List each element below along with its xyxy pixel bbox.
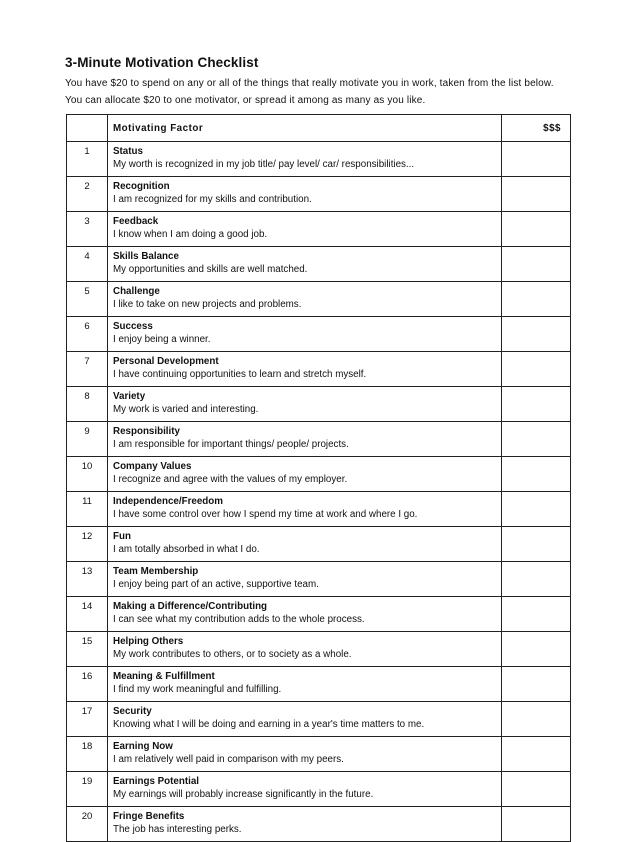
row-number: 2 (67, 177, 108, 212)
table-row (67, 387, 571, 422)
factor-description: My work contributes to others, or to society as a whole. (113, 649, 352, 660)
factor-cell (108, 772, 502, 807)
factor-cell (108, 457, 502, 492)
table-row (67, 632, 571, 667)
factor-description: Knowing what I will be doing and earning in a year's time matters to me. (113, 719, 425, 730)
factor-cell (108, 667, 502, 702)
amount-input-cell[interactable] (502, 457, 571, 492)
row-number: 13 (67, 562, 108, 597)
factor-description: I recognize and agree with the values of my employer. (113, 474, 348, 485)
factor-name: Earnings Potential (113, 776, 200, 787)
factor-description: I know when I am doing a good job. (113, 229, 268, 240)
factor-cell (108, 562, 502, 597)
factor-name: Recognition (113, 181, 170, 192)
amount-input-cell[interactable] (502, 387, 571, 422)
factor-cell (108, 317, 502, 352)
factor-name: Fun (113, 531, 131, 542)
table-body (67, 142, 571, 842)
table-header-row (67, 115, 571, 142)
factor-cell (108, 142, 502, 177)
table-row (67, 737, 571, 772)
amount-input-cell[interactable] (502, 807, 571, 842)
row-number: 4 (67, 247, 108, 282)
factor-cell (108, 177, 502, 212)
amount-input-cell[interactable] (502, 212, 571, 247)
factor-name: Status (113, 146, 143, 157)
factor-description: I like to take on new projects and problems. (113, 299, 302, 310)
row-number: 19 (67, 772, 108, 807)
table-row (67, 352, 571, 387)
factor-name: Company Values (113, 461, 192, 472)
factor-description: My opportunities and skills are well matched. (113, 264, 308, 275)
table-row (67, 247, 571, 282)
factor-description: I have some control over how I spend my time at work and where I go. (113, 509, 418, 520)
factor-name: Independence/Freedom (113, 496, 223, 507)
factor-cell (108, 387, 502, 422)
table-row (67, 457, 571, 492)
amount-input-cell[interactable] (502, 352, 571, 387)
factor-cell (108, 807, 502, 842)
header-factor-label: Motivating Factor (108, 115, 502, 142)
amount-input-cell[interactable] (502, 247, 571, 282)
factor-cell (108, 422, 502, 457)
row-number: 12 (67, 527, 108, 562)
table-row (67, 807, 571, 842)
header-number-cell (67, 115, 108, 142)
factor-description: I am responsible for important things/ people/ projects. (113, 439, 349, 450)
intro-paragraph: You have $20 to spend on any or all of the things that really motivate you in work, taken from the list below. You can allocate $20 to one motivator, or spread it among as many as you like. (65, 78, 554, 106)
factor-cell (108, 597, 502, 632)
factor-name: Fringe Benefits (113, 811, 185, 822)
factor-cell (108, 352, 502, 387)
factor-cell (108, 632, 502, 667)
table-row (67, 212, 571, 247)
row-number: 20 (67, 807, 108, 842)
factor-description: I can see what my contribution adds to the whole process. (113, 614, 365, 625)
factor-name: Making a Difference/Contributing (113, 601, 268, 612)
factor-name: Team Membership (113, 566, 199, 577)
table-row (67, 562, 571, 597)
factor-description: I find my work meaningful and fulfilling. (113, 684, 282, 695)
factor-description: My earnings will probably increase significantly in the future. (113, 789, 374, 800)
row-number: 11 (67, 492, 108, 527)
row-number: 18 (67, 737, 108, 772)
table-row (67, 317, 571, 352)
amount-input-cell[interactable] (502, 772, 571, 807)
factor-name: Success (113, 321, 153, 332)
factor-description: I enjoy being a winner. (113, 334, 211, 345)
amount-input-cell[interactable] (502, 317, 571, 352)
factor-name: Helping Others (113, 636, 184, 647)
factor-description: I am recognized for my skills and contribution. (113, 194, 312, 205)
amount-input-cell[interactable] (502, 702, 571, 737)
factor-cell (108, 702, 502, 737)
factor-name: Responsibility (113, 426, 180, 437)
table-row (67, 772, 571, 807)
table-row (67, 177, 571, 212)
amount-input-cell[interactable] (502, 632, 571, 667)
factor-description: The job has interesting perks. (113, 824, 242, 835)
row-number: 14 (67, 597, 108, 632)
table-row (67, 422, 571, 457)
factor-name: Challenge (113, 286, 160, 297)
factor-name: Earning Now (113, 741, 173, 752)
row-number: 17 (67, 702, 108, 737)
factor-name: Variety (113, 391, 146, 402)
amount-input-cell[interactable] (502, 597, 571, 632)
row-number: 8 (67, 387, 108, 422)
row-number: 3 (67, 212, 108, 247)
factor-cell (108, 492, 502, 527)
factor-cell (108, 527, 502, 562)
row-number: 15 (67, 632, 108, 667)
amount-input-cell[interactable] (502, 177, 571, 212)
factor-name: Personal Development (113, 356, 219, 367)
table-row (67, 527, 571, 562)
factor-cell (108, 282, 502, 317)
header-amount-label: $$$ (502, 115, 571, 142)
table-row (67, 597, 571, 632)
amount-input-cell[interactable] (502, 527, 571, 562)
amount-input-cell[interactable] (502, 737, 571, 772)
amount-input-cell[interactable] (502, 422, 571, 457)
row-number: 16 (67, 667, 108, 702)
factor-description: My work is varied and interesting. (113, 404, 259, 415)
factor-description: I am relatively well paid in comparison with my peers. (113, 754, 344, 765)
table-row (67, 702, 571, 737)
factor-description: I enjoy being part of an active, supportive team. (113, 579, 319, 590)
factor-description: My worth is recognized in my job title/ pay level/ car/ responsibilities... (113, 159, 415, 170)
factor-cell (108, 247, 502, 282)
amount-input-cell[interactable] (502, 142, 571, 177)
factor-description: I am totally absorbed in what I do. (113, 544, 260, 555)
table-row (67, 282, 571, 317)
factor-name: Security (113, 706, 152, 717)
amount-input-cell[interactable] (502, 667, 571, 702)
table-row (67, 667, 571, 702)
row-number: 5 (67, 282, 108, 317)
row-number: 1 (67, 142, 108, 177)
row-number: 9 (67, 422, 108, 457)
document-title: 3-Minute Motivation Checklist (65, 55, 259, 70)
amount-input-cell[interactable] (502, 282, 571, 317)
amount-input-cell[interactable] (502, 492, 571, 527)
row-number: 6 (67, 317, 108, 352)
factor-cell (108, 737, 502, 772)
row-number: 10 (67, 457, 108, 492)
factor-name: Skills Balance (113, 251, 179, 262)
factor-description: I have continuing opportunities to learn and stretch myself. (113, 369, 367, 380)
factor-name: Meaning & Fulfillment (113, 671, 215, 682)
table-row (67, 492, 571, 527)
factor-name: Feedback (113, 216, 159, 227)
factor-cell (108, 212, 502, 247)
table-row (67, 142, 571, 177)
motivation-table (66, 114, 571, 842)
row-number: 7 (67, 352, 108, 387)
amount-input-cell[interactable] (502, 562, 571, 597)
